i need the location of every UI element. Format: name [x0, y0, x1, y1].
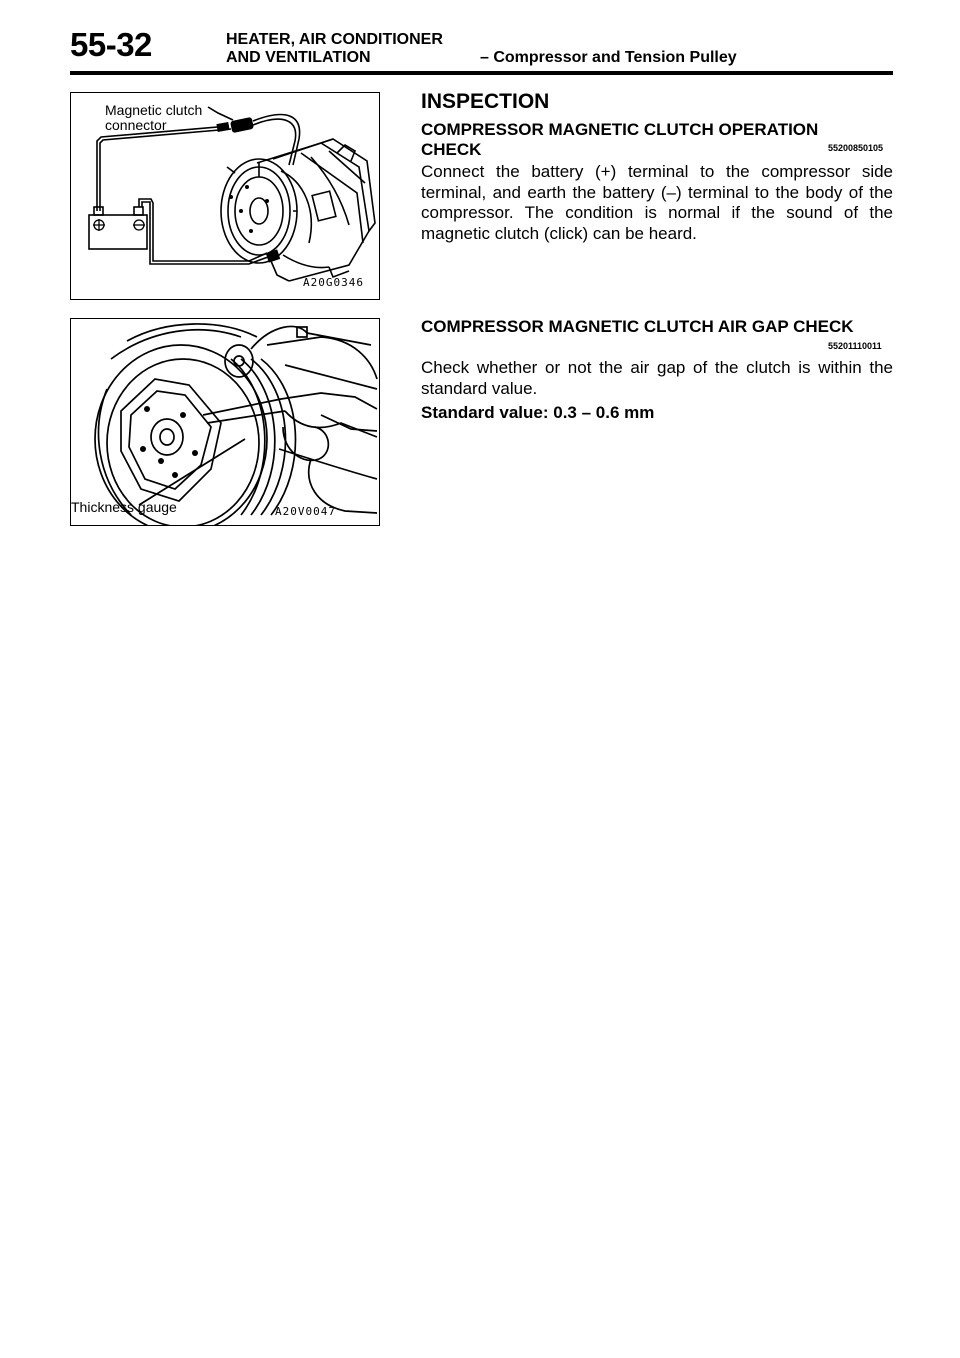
air-gap-check-body: Check whether or not the air gap of the clutch is within the standard value. [421, 358, 893, 398]
clutch-operation-check-body: Connect the battery (+) terminal to the compressor side terminal, and earth the battery (–) terminal to the body of the compressor. The condition is normal if the sound of the magnetic clutch (click) can be heard. [421, 162, 893, 243]
section-title-line2: AND VENTILATION [226, 49, 371, 66]
heading-line2: CHECK [421, 140, 482, 159]
section-title-line1: HEATER, AIR CONDITIONER [226, 31, 443, 48]
clutch-operation-check-code: 55200850105 [828, 143, 884, 153]
standard-value: Standard value: 0.3 – 0.6 mm [421, 403, 655, 422]
header-rule [70, 71, 893, 75]
clutch-operation-check-heading [421, 120, 893, 160]
figure-code: A20G0346 [303, 276, 364, 289]
air-gap-check-code: 55201110011 [828, 341, 882, 351]
figure-air-gap-check [70, 318, 380, 526]
subsection-title: – Compressor and Tension Pulley [480, 49, 737, 66]
magnetic-clutch-connector-label [105, 103, 202, 132]
thickness-gauge-label: Thickness gauge [71, 499, 177, 515]
label-line1: Magnetic clutch [105, 102, 203, 118]
heading-line1: COMPRESSOR MAGNETIC CLUTCH OPERATION [421, 120, 819, 139]
figure-magnetic-clutch-check [70, 92, 380, 300]
thickness-gauge-illustration [71, 319, 379, 525]
inspection-heading: INSPECTION [421, 90, 550, 113]
page-number: 55-32 [70, 26, 152, 63]
figure-code: A20V0047 [275, 505, 336, 518]
air-gap-check-heading: COMPRESSOR MAGNETIC CLUTCH AIR GAP CHECK [421, 317, 854, 336]
label-line2: connector [105, 116, 167, 133]
